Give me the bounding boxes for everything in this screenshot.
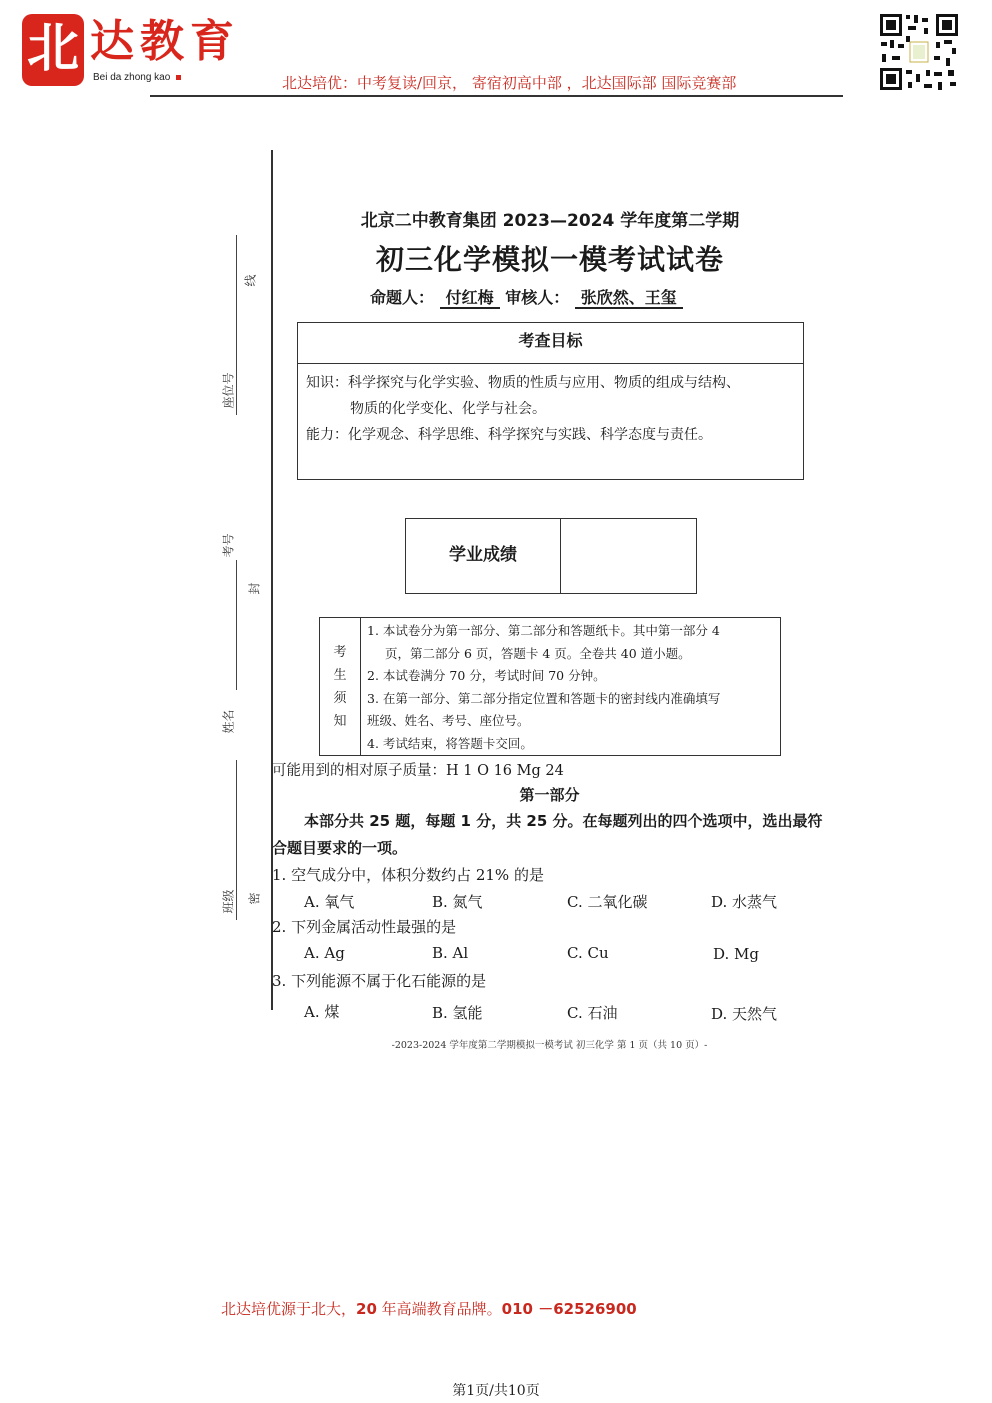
exam-authors [370, 285, 683, 308]
notice-char: 须 [333, 690, 347, 706]
goals-box [297, 322, 804, 480]
exam-title: 初三化学模拟一模考试试卷 [375, 243, 724, 276]
part1-instruction: 本部分共 25 题，每题 1 分，共 25 分。在每题列出的四个选项中，选出最符合题目要求的一项。 [272, 812, 823, 857]
reviewer-name: 张欣然、王玺 [575, 288, 683, 309]
notice-char: 考 [333, 644, 347, 660]
goals-heading: 考查目标 [298, 323, 803, 364]
exam-subtitle: 北京二中教育集团 2023—2024 学年度第二学期 [360, 211, 740, 231]
notice-item-3-cont: 班级、姓名、考号、座位号。 [367, 713, 530, 728]
q2-option-a: A. Ag [304, 944, 345, 962]
q3-option-b: B. 氢能 [432, 1004, 483, 1022]
q1-option-a: A. 氧气 [304, 893, 355, 911]
notice-char: 生 [333, 667, 347, 683]
side-label-exam-no: 考号 [221, 533, 236, 558]
q2-option-d: D. Mg [713, 945, 759, 963]
author-label: 命题人： [370, 288, 435, 307]
side-label-seal: 封 [247, 582, 262, 595]
scan-page-footer: -2023-2024 学年度第二学期模拟一模考试 初三化学 第 1 页（共 10 页）- [391, 1040, 708, 1051]
q2-option-c: C. Cu [567, 944, 609, 962]
goals-knowledge-line2: 物质的化学变化、化学与社会。 [350, 401, 546, 417]
candidate-notice [319, 617, 781, 756]
header-divider [150, 95, 843, 97]
goals-knowledge-line1: 知识：科学探究与化学实验、物质的性质与应用、物质的组成与结构、 [306, 375, 740, 391]
question-stem-2: 2. 下列金属活动性最强的是 [272, 918, 457, 936]
logo-char: 北 [26, 18, 79, 79]
q1-option-d: D. 水蒸气 [711, 893, 778, 911]
page-number: 第1页/共10页 [452, 1383, 540, 1399]
side-label-line: 线 [243, 274, 258, 287]
atomic-masses: 可能用到的相对原子质量：H 1 O 16 Mg 24 [272, 763, 564, 779]
qr-code-icon [878, 12, 960, 92]
q1-option-b: B. 氮气 [432, 893, 483, 911]
name-rule [236, 560, 237, 690]
q3-option-a: A. 煤 [304, 1003, 340, 1021]
side-label-class: 班级 [221, 889, 236, 914]
part1-title: 第一部分 [519, 786, 580, 804]
notice-item-1: 1. 本试卷分为第一部分、第二部分和答题纸卡。其中第一部分 4 [367, 623, 720, 638]
brand-pinyin: Bei da zhong kao [93, 72, 181, 83]
side-label-name: 姓名 [221, 709, 236, 734]
score-field[interactable] [561, 519, 696, 593]
notice-item-3: 3. 在第一部分、第二部分指定位置和答题卡的密封线内准确填写 [367, 690, 721, 706]
notice-item-2: 2. 本试卷满分 70 分，考试时间 70 分钟。 [367, 668, 606, 683]
question-stem-1: 1. 空气成分中，体积分数约占 21% 的是 [272, 866, 544, 884]
notice-char: 知 [333, 713, 347, 729]
author-name: 付红梅 [440, 288, 500, 309]
side-label-secret: 密 [247, 892, 262, 905]
reviewer-label: 审核人： [505, 288, 570, 307]
q2-option-b: B. Al [432, 944, 469, 962]
q1-option-c: C. 二氧化碳 [567, 893, 648, 911]
q3-option-c: C. 石油 [567, 1004, 618, 1022]
goals-ability: 能力：化学观念、科学思维、科学探究与实践、科学态度与责任。 [306, 427, 712, 443]
side-label-seat: 座位号 [221, 372, 236, 409]
header-slogan: 北达培优：中考复读/回京， 寄宿初高中部 ，北达国际部 国际竞赛部 [282, 74, 737, 92]
notice-label [320, 618, 361, 755]
notice-item-4: 4. 考试结束，将答题卡交回。 [367, 735, 533, 751]
question-stem-3: 3. 下列能源不属于化石能源的是 [272, 972, 487, 990]
q3-option-d: D. 天然气 [711, 1005, 778, 1023]
notice-item-1-cont: 页，第二部分 6 页，答题卡 4 页。全卷共 40 道小题。 [385, 645, 691, 661]
brand-logo [22, 14, 84, 86]
score-box [405, 518, 697, 594]
brand-name: 达教育 [90, 16, 240, 67]
bottom-slogan: 北达培优源于北大，20 年高端教育品牌。010 －62526900 [221, 1300, 637, 1318]
score-label: 学业成绩 [406, 519, 561, 593]
